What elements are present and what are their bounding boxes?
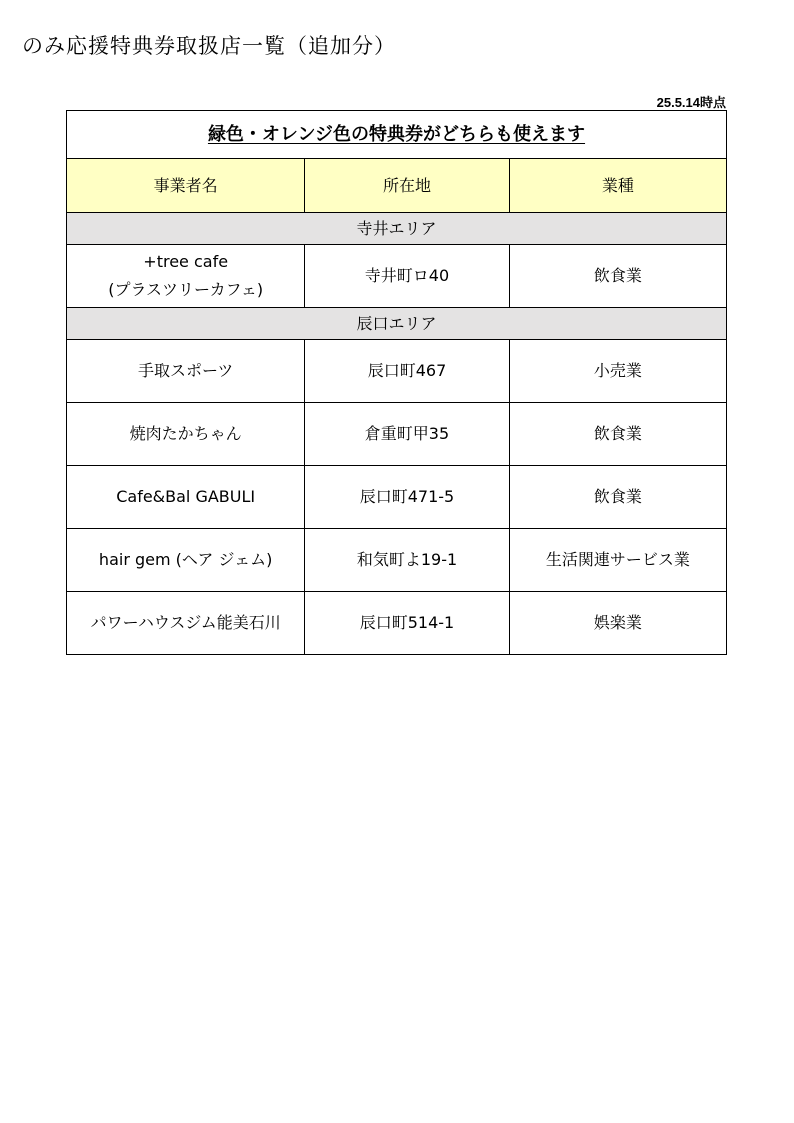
- table-banner: 緑色・オレンジ色の特典券がどちらも使えます: [207, 123, 586, 145]
- area-label: 寺井エリア: [67, 213, 727, 245]
- industry-cell: 飲食業: [509, 466, 726, 529]
- business-name-cell: hair gem (ヘア ジェム): [67, 529, 305, 592]
- shop-table: [66, 110, 727, 655]
- address-cell: 辰口町467: [305, 340, 509, 403]
- table-row: [67, 592, 727, 655]
- business-name-cell: [67, 245, 305, 308]
- column-header-address: 所在地: [305, 159, 509, 213]
- area-row-tatsunokuchi: [67, 308, 727, 340]
- address-cell: 辰口町471-5: [305, 466, 509, 529]
- column-header-business-name: 事業者名: [67, 159, 305, 213]
- business-name-cell: 手取スポーツ: [67, 340, 305, 403]
- industry-cell: 小売業: [509, 340, 726, 403]
- address-cell: 和気町よ19-1: [305, 529, 509, 592]
- business-name-cell: パワーハウスジム能美石川: [67, 592, 305, 655]
- table-banner-row: [67, 111, 727, 159]
- industry-cell: 娯楽業: [509, 592, 726, 655]
- column-header-industry: 業種: [509, 159, 726, 213]
- area-label: 辰口エリア: [67, 308, 727, 340]
- table-row: [67, 403, 727, 466]
- business-name-reading: (プラスツリーカフェ): [108, 280, 264, 299]
- table-header-row: [67, 159, 727, 213]
- address-cell: 倉重町甲35: [305, 403, 509, 466]
- area-row-terai: [67, 213, 727, 245]
- table-row: [67, 466, 727, 529]
- industry-cell: 飲食業: [509, 245, 726, 308]
- table-row: [67, 529, 727, 592]
- table-row: [67, 245, 727, 308]
- address-cell: 辰口町514-1: [305, 592, 509, 655]
- business-name: +tree cafe: [143, 252, 229, 271]
- industry-cell: 生活関連サービス業: [509, 529, 726, 592]
- business-name-cell: 焼肉たかちゃん: [67, 403, 305, 466]
- industry-cell: 飲食業: [509, 403, 726, 466]
- business-name-cell: Cafe&Bal GABULI: [67, 466, 305, 529]
- as-of-date: 25.5.14時点: [656, 95, 726, 110]
- page-title: のみ応援特典券取扱店一覧（追加分）: [22, 34, 396, 58]
- table-row: [67, 340, 727, 403]
- address-cell: 寺井町ロ40: [305, 245, 509, 308]
